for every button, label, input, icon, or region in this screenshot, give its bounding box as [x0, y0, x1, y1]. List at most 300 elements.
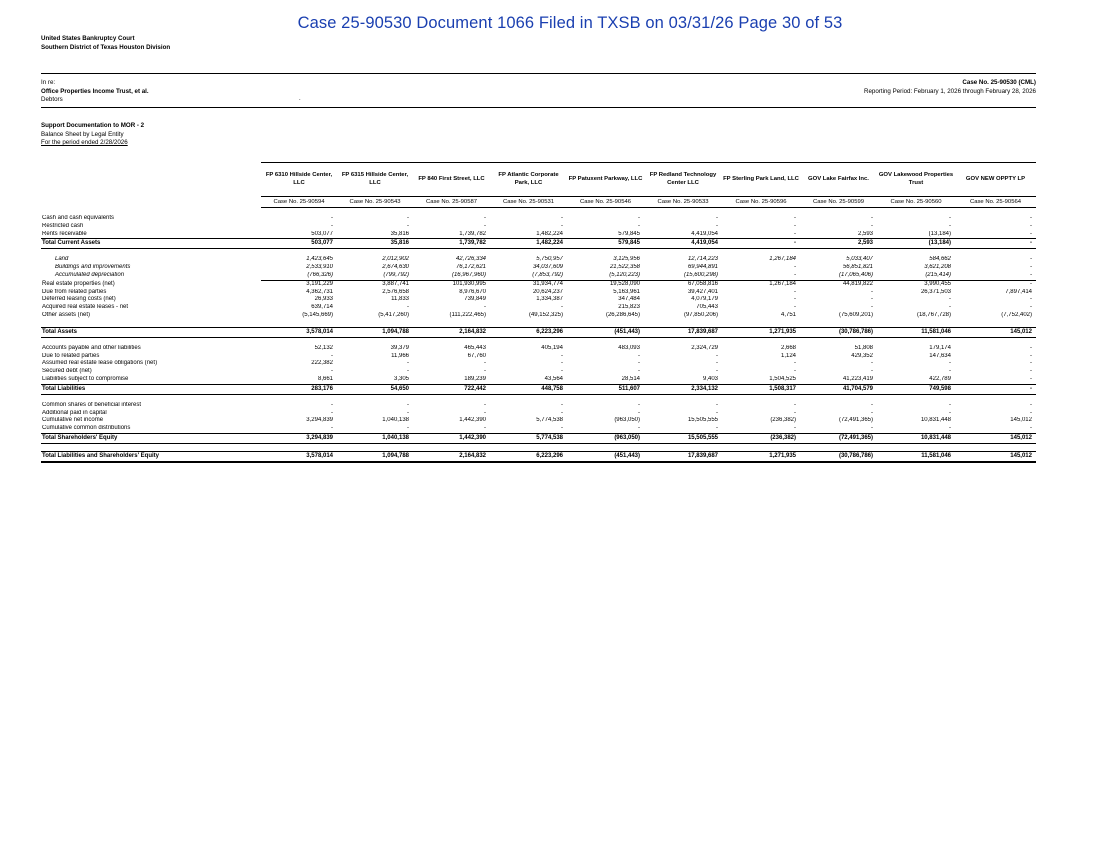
value-cell: 1,094,788 — [337, 451, 413, 462]
value-cell: - — [561, 360, 563, 367]
value-cell: 179,174 — [929, 344, 951, 351]
row-label: Due to related parties — [42, 352, 100, 359]
value-cell: 579,845 — [618, 230, 640, 237]
value-cell: - — [794, 222, 796, 229]
value-cell: - — [638, 368, 640, 375]
reporting-period: Reporting Period: February 1, 2026 through February 28, 2026 — [864, 87, 1036, 95]
value-cell: 52,132 — [314, 344, 333, 351]
value-cell: 2,674,630 — [382, 264, 409, 271]
value-cell: 584,662 — [929, 256, 951, 263]
value-cell: - — [407, 401, 409, 408]
value-cell: (17,065,406) — [800, 272, 877, 280]
value-cell: 2,593 — [857, 230, 873, 237]
case-number: Case No. 25-90530 (CML) — [962, 79, 1036, 86]
column-case-number: Case No. 25-90543 — [337, 197, 413, 208]
value-cell: 429,352 — [851, 352, 873, 359]
value-cell: - — [407, 368, 409, 375]
value-cell: 28,514 — [621, 375, 640, 382]
row-label: Buildings and improvements — [55, 264, 131, 271]
value-cell: 1,267,184 — [769, 256, 796, 263]
support-period: For the period ended 2/28/2026 — [41, 139, 128, 147]
value-cell: - — [1030, 280, 1032, 287]
value-cell: - — [871, 215, 873, 221]
value-cell: - — [949, 425, 951, 432]
stray-dot: . — [299, 96, 301, 102]
value-cell: - — [484, 304, 486, 311]
value-cell: 11,833 — [391, 296, 409, 303]
value-cell: 8,976,670 — [459, 288, 486, 295]
value-cell: 1,442,390 — [459, 417, 486, 424]
spacer-cell — [41, 320, 1036, 328]
value-cell: 147,634 — [929, 352, 951, 359]
support-heading — [41, 122, 144, 148]
filing-stamp: Case 25-90530 Document 1066 Filed in TXSB on 03/31/26 Page 30 of 53 — [297, 14, 843, 32]
value-cell: - — [407, 304, 409, 311]
value-cell: - — [1030, 230, 1032, 237]
value-cell: 705,443 — [696, 304, 718, 311]
value-cell: 4,079,179 — [691, 296, 718, 303]
row-label: Assumed real estate lease obligations (net) — [42, 360, 158, 367]
value-cell: - — [1030, 409, 1032, 416]
value-cell: (799,792) — [337, 272, 413, 280]
column-header-entity: FP 840 First Street, LLC — [413, 163, 490, 197]
value-cell: - — [331, 401, 333, 408]
value-cell: 21,522,358 — [609, 264, 640, 271]
table-row — [41, 353, 1036, 361]
row-label: Additional paid in capital — [42, 409, 107, 416]
row-label: Total Liabilities and Shareholders' Equity — [41, 451, 261, 462]
value-cell: 739,849 — [464, 296, 486, 303]
value-cell: 3,305 — [393, 375, 409, 382]
value-cell: 42,726,334 — [455, 256, 486, 263]
grand-total-row — [41, 451, 1036, 462]
value-cell: - — [561, 368, 563, 375]
value-cell: - — [794, 368, 796, 375]
value-cell: 9,403 — [702, 375, 718, 382]
value-cell: 5,774,538 — [490, 433, 567, 443]
value-cell: (97,850,206) — [683, 311, 718, 318]
value-cell: 1,739,782 — [413, 239, 490, 249]
value-cell: 3,191,229 — [306, 280, 333, 287]
value-cell: 35,816 — [390, 230, 409, 237]
value-cell: 1,271,935 — [722, 327, 800, 337]
value-cell: (13,184) — [877, 239, 955, 249]
value-cell: (215,414) — [877, 272, 955, 280]
value-cell: (5,120,223) — [567, 272, 644, 280]
value-cell: 56,851,821 — [842, 264, 873, 271]
value-cell: 579,845 — [567, 239, 644, 249]
value-cell: (451,443) — [567, 327, 644, 337]
table-row — [41, 231, 1036, 239]
value-cell: 43,564 — [544, 375, 563, 382]
value-cell: 222,382 — [311, 360, 333, 367]
row-label: Cash and cash equivalents — [42, 215, 115, 221]
value-cell: 1,508,317 — [722, 384, 800, 394]
total-row — [41, 433, 1036, 443]
spacer-row — [41, 249, 1036, 257]
value-cell: - — [716, 222, 718, 229]
value-cell: (5,417,260) — [378, 311, 409, 318]
value-cell: 39,379 — [390, 344, 409, 351]
value-cell: - — [716, 409, 718, 416]
value-cell: 19,528,090 — [609, 280, 640, 287]
value-cell: 483,093 — [618, 344, 640, 351]
value-cell: - — [331, 352, 333, 359]
table-row — [41, 280, 1036, 288]
value-cell: (13,184) — [928, 230, 951, 237]
spacer-row — [41, 320, 1036, 328]
table-row — [41, 215, 1036, 223]
table-row — [41, 312, 1036, 320]
value-cell: - — [561, 409, 563, 416]
value-cell: 69,944,891 — [687, 264, 718, 271]
value-cell: - — [949, 409, 951, 416]
row-label: Acquired real estate leases - net — [42, 304, 129, 311]
value-cell: 26,933 — [314, 296, 333, 303]
column-header-entity: GOV NEW OPPTY LP — [955, 163, 1036, 197]
value-cell: - — [794, 304, 796, 311]
value-cell: 283,176 — [261, 384, 337, 394]
value-cell: - — [716, 215, 718, 221]
value-cell: 1,482,224 — [490, 239, 567, 249]
value-cell: - — [949, 360, 951, 367]
table-row — [41, 296, 1036, 304]
value-cell: 1,504,525 — [769, 375, 796, 382]
value-cell: 11,966 — [391, 352, 409, 359]
value-cell: 54,650 — [337, 384, 413, 394]
value-cell: (7,752,402) — [1001, 311, 1032, 318]
value-cell: - — [794, 296, 796, 303]
value-cell: 26,371,503 — [920, 288, 951, 295]
value-cell: 5,750,957 — [536, 256, 563, 263]
value-cell: - — [484, 368, 486, 375]
row-label: Other assets (net) — [42, 311, 91, 318]
value-cell: - — [716, 368, 718, 375]
row-label: Cumulative common distributions — [42, 425, 131, 432]
value-cell: 5,774,538 — [536, 417, 563, 424]
value-cell: - — [638, 215, 640, 221]
value-cell: 3,294,839 — [261, 433, 337, 443]
value-cell: - — [1030, 360, 1032, 367]
row-label: Deferred leasing costs (net) — [42, 296, 116, 303]
value-cell: - — [794, 288, 796, 295]
value-cell: 2,324,729 — [691, 344, 718, 351]
column-case-number: Case No. 25-90596 — [722, 197, 800, 208]
value-cell: - — [407, 215, 409, 221]
column-case-number: Case No. 25-90531 — [490, 197, 567, 208]
value-cell: - — [871, 401, 873, 408]
value-cell: 1,124 — [780, 352, 796, 359]
value-cell: 1,482,224 — [536, 230, 563, 237]
value-cell: 5,033,407 — [846, 256, 873, 263]
value-cell: 2,668 — [780, 344, 796, 351]
value-cell: - — [871, 222, 873, 229]
value-cell: 11,581,046 — [877, 451, 955, 462]
value-cell: 8,661 — [317, 375, 333, 382]
value-cell: 1,094,788 — [337, 327, 413, 337]
spacer-row — [41, 337, 1036, 345]
support-subtitle: Balance Sheet by Legal Entity — [41, 130, 124, 138]
value-cell: - — [1030, 352, 1032, 359]
value-cell: - — [484, 360, 486, 367]
value-cell: - — [716, 360, 718, 367]
value-cell: - — [331, 368, 333, 375]
balance-sheet-table — [41, 162, 1036, 463]
value-cell: 7,897,414 — [1005, 288, 1032, 295]
value-cell: - — [484, 215, 486, 221]
value-cell: 3,578,014 — [261, 451, 337, 462]
value-cell: (26,286,645) — [605, 311, 640, 318]
row-label: Total Shareholders' Equity — [41, 433, 261, 443]
row-label: Real estate properties (net) — [42, 280, 115, 287]
column-header-entity: GOV Lakewood Properties Trust — [877, 163, 955, 197]
value-cell: 6,223,296 — [490, 327, 567, 337]
value-cell: - — [716, 352, 718, 359]
case-number-row — [41, 197, 1036, 208]
value-cell: 3,621,208 — [924, 264, 951, 271]
value-cell: - — [561, 304, 563, 311]
value-cell: 15,505,555 — [644, 433, 722, 443]
row-label: Accumulated depreciation — [55, 272, 125, 279]
in-re-label: In re: — [41, 79, 56, 86]
value-cell: - — [949, 304, 951, 311]
column-case-number: Case No. 25-90564 — [955, 197, 1036, 208]
row-label: Total Current Assets — [41, 239, 261, 249]
value-cell: - — [407, 360, 409, 367]
value-cell: - — [638, 360, 640, 367]
value-cell: 749,598 — [877, 384, 955, 394]
value-cell: - — [1030, 304, 1032, 311]
value-cell: (963,050) — [567, 433, 644, 443]
value-cell: - — [561, 215, 563, 221]
value-cell: 347,484 — [618, 296, 640, 303]
value-cell: - — [949, 215, 951, 221]
value-cell: 3,294,839 — [306, 417, 333, 424]
total-row — [41, 327, 1036, 337]
value-cell: 35,816 — [337, 239, 413, 249]
column-header-row — [41, 163, 1036, 197]
value-cell: 10,831,448 — [920, 417, 951, 424]
value-cell: 639,714 — [311, 304, 333, 311]
value-cell: - — [794, 425, 796, 432]
spacer-row — [41, 443, 1036, 451]
court-district: Southern District of Texas Houston Division — [41, 44, 171, 51]
spacer-cell — [41, 337, 1036, 345]
value-cell: 3,990,455 — [924, 280, 951, 287]
column-header-entity: GOV Lake Fairfax Inc. — [800, 163, 877, 197]
value-cell: - — [871, 409, 873, 416]
value-cell: 1,739,782 — [459, 230, 486, 237]
value-cell: 12,714,223 — [687, 256, 718, 263]
value-cell: 722,442 — [413, 384, 490, 394]
row-label: Total Assets — [41, 327, 261, 337]
column-case-number: Case No. 25-90599 — [800, 197, 877, 208]
value-cell: 31,934,774 — [532, 280, 563, 287]
value-cell: 145,012 — [1010, 417, 1032, 424]
value-cell: - — [1030, 401, 1032, 408]
value-cell: 44,819,822 — [842, 280, 873, 287]
row-label: Total Liabilities — [41, 384, 261, 394]
value-cell: - — [722, 239, 800, 249]
value-cell: 67,760 — [467, 352, 486, 359]
value-cell: 2,164,832 — [413, 451, 490, 462]
detail-row — [41, 256, 1036, 264]
value-cell: - — [561, 401, 563, 408]
value-cell: 1,271,935 — [722, 451, 800, 462]
value-cell: 15,505,555 — [687, 417, 718, 424]
value-cell: - — [794, 360, 796, 367]
debtor-name: Office Properties Income Trust, et al. — [41, 87, 149, 95]
value-cell: - — [949, 222, 951, 229]
value-cell: 2,164,832 — [413, 327, 490, 337]
value-cell: - — [638, 401, 640, 408]
value-cell: - — [949, 368, 951, 375]
column-header-entity: FP Redland Technology Center LLC — [644, 163, 722, 197]
value-cell: - — [407, 222, 409, 229]
value-cell: 503,077 — [311, 230, 333, 237]
value-cell: - — [1030, 296, 1032, 303]
value-cell: (111,222,465) — [449, 311, 486, 318]
value-cell: 405,194 — [541, 344, 563, 351]
support-title: Support Documentation to MOR - 2 — [41, 122, 145, 129]
value-cell: - — [1030, 368, 1032, 375]
value-cell: - — [1030, 222, 1032, 229]
header-top-rule — [41, 73, 1036, 74]
value-cell: (30,786,786) — [800, 327, 877, 337]
table-row — [41, 223, 1036, 231]
value-cell: 41,704,579 — [800, 384, 877, 394]
value-cell: (236,382) — [770, 417, 796, 424]
value-cell: 2,533,910 — [306, 264, 333, 271]
row-label: Rents receivable — [42, 230, 87, 237]
value-cell: 3,578,014 — [261, 327, 337, 337]
value-cell: - — [561, 352, 563, 359]
value-cell: (766,326) — [261, 272, 337, 280]
value-cell: 503,077 — [261, 239, 337, 249]
value-cell: - — [561, 425, 563, 432]
value-cell: - — [407, 409, 409, 416]
column-header-entity: FP Sterling Park Land, LLC — [722, 163, 800, 197]
value-cell: (963,050) — [614, 417, 640, 424]
value-cell: 1,040,138 — [337, 433, 413, 443]
table-row — [41, 304, 1036, 312]
column-header-entity: FP 6310 Hillside Center, LLC — [261, 163, 337, 197]
value-cell: - — [871, 425, 873, 432]
row-label: Land — [55, 256, 69, 263]
row-label: Restricted cash — [42, 222, 84, 229]
case-blank — [41, 197, 261, 208]
value-cell: (5,145,669) — [302, 311, 333, 318]
column-case-number: Case No. 25-90587 — [413, 197, 490, 208]
value-cell: - — [484, 425, 486, 432]
value-cell: - — [794, 401, 796, 408]
table-row — [41, 410, 1036, 418]
column-header-entity: FP Patuxent Parkway, LLC — [567, 163, 644, 197]
value-cell: - — [484, 401, 486, 408]
value-cell: 4,751 — [780, 311, 796, 318]
value-cell: - — [1030, 375, 1032, 382]
value-cell: (236,382) — [722, 433, 800, 443]
value-cell: - — [871, 360, 873, 367]
detail-row — [41, 272, 1036, 280]
value-cell: - — [638, 222, 640, 229]
balance-sheet-body — [41, 208, 1036, 462]
table-row — [41, 345, 1036, 353]
value-cell: 2,012,902 — [382, 256, 409, 263]
value-cell: 1,423,645 — [306, 256, 333, 263]
header-bottom-rule — [41, 107, 1036, 108]
value-cell: 422,789 — [929, 375, 951, 382]
value-cell: 215,823 — [618, 304, 640, 311]
value-cell: - — [716, 425, 718, 432]
table-row — [41, 360, 1036, 368]
value-cell: (72,491,365) — [800, 433, 877, 443]
value-cell: - — [794, 264, 796, 271]
value-cell: - — [871, 304, 873, 311]
row-label: Secured debt (net) — [42, 368, 92, 375]
value-cell: - — [484, 409, 486, 416]
value-cell: - — [638, 409, 640, 416]
value-cell: 10,831,448 — [877, 433, 955, 443]
table-row — [41, 368, 1036, 376]
column-case-number: Case No. 25-90546 — [567, 197, 644, 208]
value-cell: - — [1030, 344, 1032, 351]
value-cell: - — [331, 409, 333, 416]
table-row — [41, 402, 1036, 410]
value-cell: (75,609,201) — [838, 311, 873, 318]
value-cell: 5,163,961 — [613, 288, 640, 295]
value-cell: 3,887,741 — [382, 280, 409, 287]
value-cell: - — [722, 272, 800, 280]
value-cell: 34,037,609 — [532, 264, 563, 271]
value-cell: 2,593 — [800, 239, 877, 249]
value-cell: - — [871, 368, 873, 375]
table-row — [41, 289, 1036, 297]
court-heading — [41, 34, 170, 52]
row-label: Due from related parties — [42, 288, 107, 295]
value-cell: 1,040,138 — [382, 417, 409, 424]
value-cell: - — [716, 401, 718, 408]
value-cell: 2,334,132 — [644, 384, 722, 394]
column-case-number: Case No. 25-90533 — [644, 197, 722, 208]
value-cell: 448,758 — [490, 384, 567, 394]
table-row — [41, 417, 1036, 425]
value-cell: 1,442,390 — [413, 433, 490, 443]
column-case-number: Case No. 25-90594 — [261, 197, 337, 208]
value-cell: 4,362,731 — [306, 288, 333, 295]
value-cell: 145,012 — [955, 327, 1036, 337]
total-row — [41, 384, 1036, 394]
detail-row — [41, 264, 1036, 272]
value-cell: 145,012 — [955, 433, 1036, 443]
debtors-label: Debtors — [41, 96, 63, 104]
table-row — [41, 376, 1036, 384]
value-cell: 39,427,401 — [687, 288, 718, 295]
value-cell: - — [1030, 264, 1032, 271]
value-cell: (30,786,786) — [800, 451, 877, 462]
row-label: Liabilities subject to compromise — [42, 375, 129, 382]
row-label: Accounts payable and other liabilities — [42, 344, 141, 351]
value-cell: (49,152,325) — [528, 311, 563, 318]
value-cell: - — [871, 288, 873, 295]
value-cell: 20,624,237 — [532, 288, 563, 295]
row-label: Common shares of beneficial interest — [42, 401, 142, 408]
court-name: United States Bankruptcy Court — [41, 35, 135, 42]
value-cell: - — [331, 222, 333, 229]
spacer-cell — [41, 208, 1036, 216]
row-label: Cumulative net income — [42, 417, 104, 424]
value-cell: - — [331, 425, 333, 432]
